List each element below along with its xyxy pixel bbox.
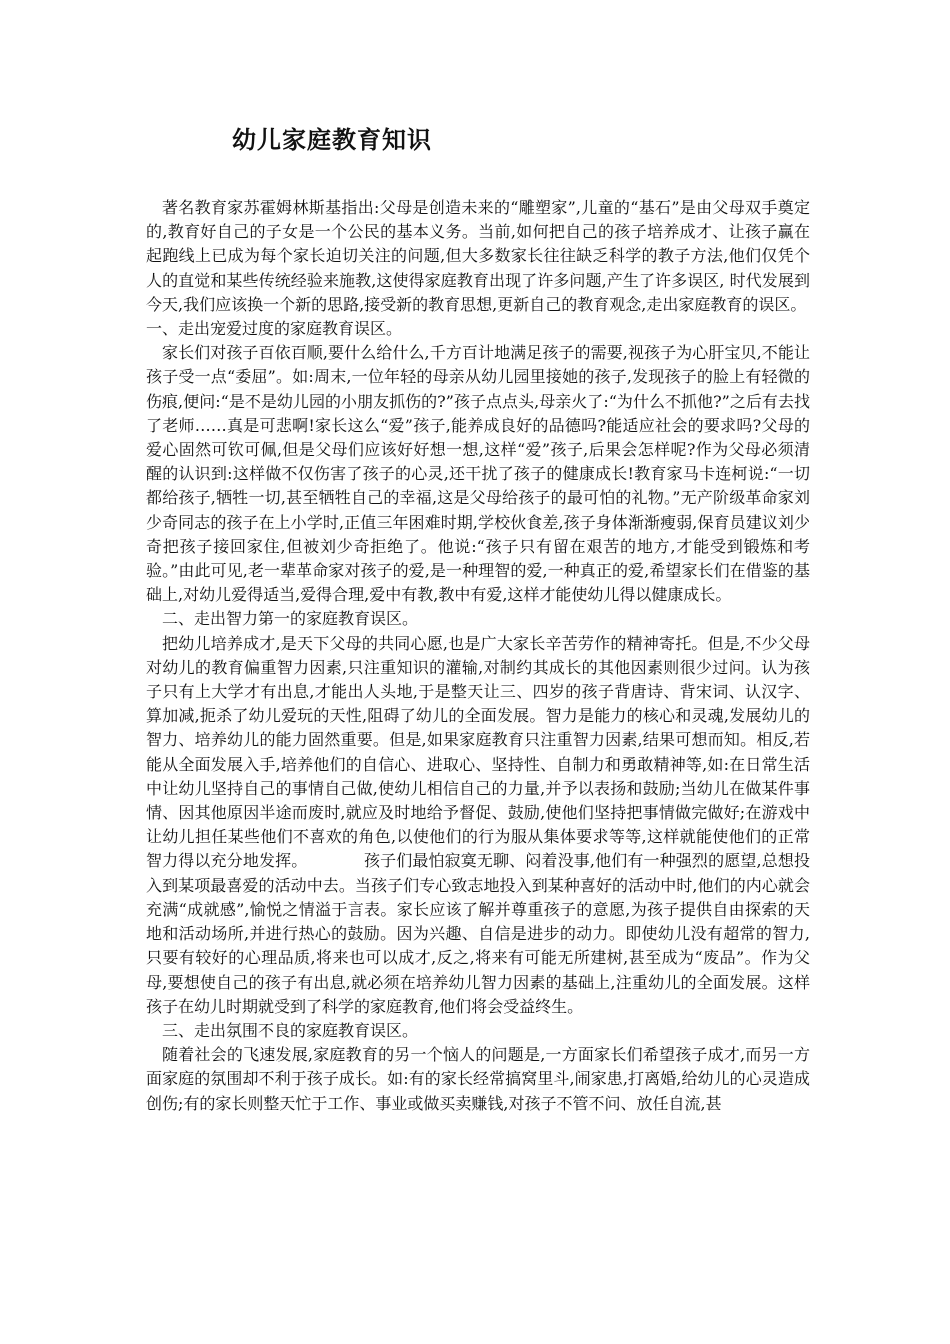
document-title: 幼儿家庭教育知识 [232, 125, 432, 154]
document-body [146, 196, 810, 1116]
section-heading-1: 一、走出宠爱过度的家庭教育误区。 [146, 319, 403, 339]
section-heading-3: 三、走出氛围不良的家庭教育误区。 [162, 1020, 419, 1040]
section-1-paragraph: 家长们对孩子百依百顺,要什么给什么,千方百计地满足孩子的需要,视孩子为心肝宝贝,不能让孩子受一点“委屈”。如:周末,一位年轻的母亲从幼儿园里接她的孩子,发现孩子的脸上有轻微的伤痕,便问:“是不是幼儿园的小朋友抓伤的?”孩子点点头,母亲火了:“为什么不抓他?”之后有去找了老师……真是可悲啊!家长这么“爱”孩子,能养成良好的品德吗?能适应社会的要求吗?父母的爱心固然可钦可佩,但是父母们应该好好想一想,这样“爱”孩子,后果会怎样呢?作为父母必须清醒的认识到:这样做不仅伤害了孩子的心灵,还干扰了孩子的健康成长!教育家马卡连柯说:“一切都给孩子,牺牲一切,甚至牺牲自己的幸福,这是父母给孩子的最可怕的礼物。”无产阶级革命家刘少奇同志的孩子在上小学时,正值三年困难时期,学校伙食差,孩子身体渐渐瘦弱,保育员建议刘少奇把孩子接回家住,但被刘少奇拒绝了。他说:“孩子只有留在艰苦的地方,才能受到锻炼和考验。”由此可见,老一辈革命家对孩子的爱,是一种理智的爱,一种真正的爱,希望家长们在借鉴的基础上,对幼儿爱得适当,爱得合理,爱中有教,教中有爱,这样才能使幼儿得以健康成长。 [146, 343, 810, 605]
section-2-paragraph: 把幼儿培养成才,是天下父母的共同心愿,也是广大家长辛苦劳作的精神寄托。但是,不少父母对幼儿的教育偏重智力因素,只注重知识的灌输,对制约其成长的其他因素则很少过问。认为孩子只有上大学才有出息,才能出人头地,于是整天让三、四岁的孩子背唐诗、背宋词、认汉字、算加减,扼杀了幼儿爱玩的天性,阻碍了幼儿的全面发展。智力是能力的核心和灵魂,发展幼儿的智力、培养幼儿的能力固然重要。但是,如果家庭教育只注重智力因素,结果可想而知。相反,若能从全面发展入手,培养他们的自信心、进取心、坚持性、自制力和勇敢精神等,如:在日常生活中让幼儿坚持自己的事情自己做,使幼儿相信自己的力量,并予以表扬和鼓励;当幼儿在做某件事情、因其他原因半途而废时,就应及时地给予督促、鼓励,使他们坚持把事情做完做好;在游戏中让幼儿担任某些他们不喜欢的角色,以使他们的行为服从集体要求等等,这样就能使他们的正常智力得以充分地发挥。 孩子们最怕寂寞无聊、闷着没事,他们有一种强烈的愿望,总想投入到某项最喜爱的活动中去。当孩子们专心致志地投入到某种喜好的活动中时,他们的内心就会充满“成就感”,愉悦之情溢于言表。家长应该了解并尊重孩子的意愿,为孩子提供自由探索的天地和活动场所,并进行热心的鼓励。因为兴趣、自信是进步的动力。即使幼儿没有超常的智力,只要有较好的心理品质,将来也可以成才,反之,将来有可能无所建树,甚至成为“废品”。作为父母,要想使自己的孩子有出息,就必须在培养幼儿智力因素的基础上,注重幼儿的全面发展。这样孩子在幼儿时期就受到了科学的家庭教育,他们将会受益终生。 [146, 633, 810, 1016]
intro-paragraph: 著名教育家苏霍姆林斯基指出:父母是创造未来的“雕塑家”,儿童的“基石”是由父母双手奠定的,教育好自己的子女是一个公民的基本义务。当前,如何把自己的孩子培养成才、让孩子赢在起跑线上已成为每个家长迫切关注的问题,但大多数家长往往缺乏科学的教子方法,他们仅凭个人的直觉和某些传统经验来施教,这使得家庭教育出现了许多问题,产生了许多误区, 时代发展到今天,我们应该换一个新的思路,接受新的教育思想,更新自己的教育观念,走出家庭教育的误区。 [146, 198, 810, 314]
section-heading-2: 二、走出智力第一的家庭教育误区。 [162, 609, 419, 629]
section-3-paragraph: 随着社会的飞速发展,家庭教育的另一个恼人的问题是,一方面家长们希望孩子成才,而另一方面家庭的氛围却不利于孩子成长。如:有的家长经常搞窝里斗,闹家患,打离婚,给幼儿的心灵造成创伤;有的家长则整天忙于工作、事业或做买卖赚钱,对孩子不管不问、放任自流,甚 [146, 1045, 810, 1113]
